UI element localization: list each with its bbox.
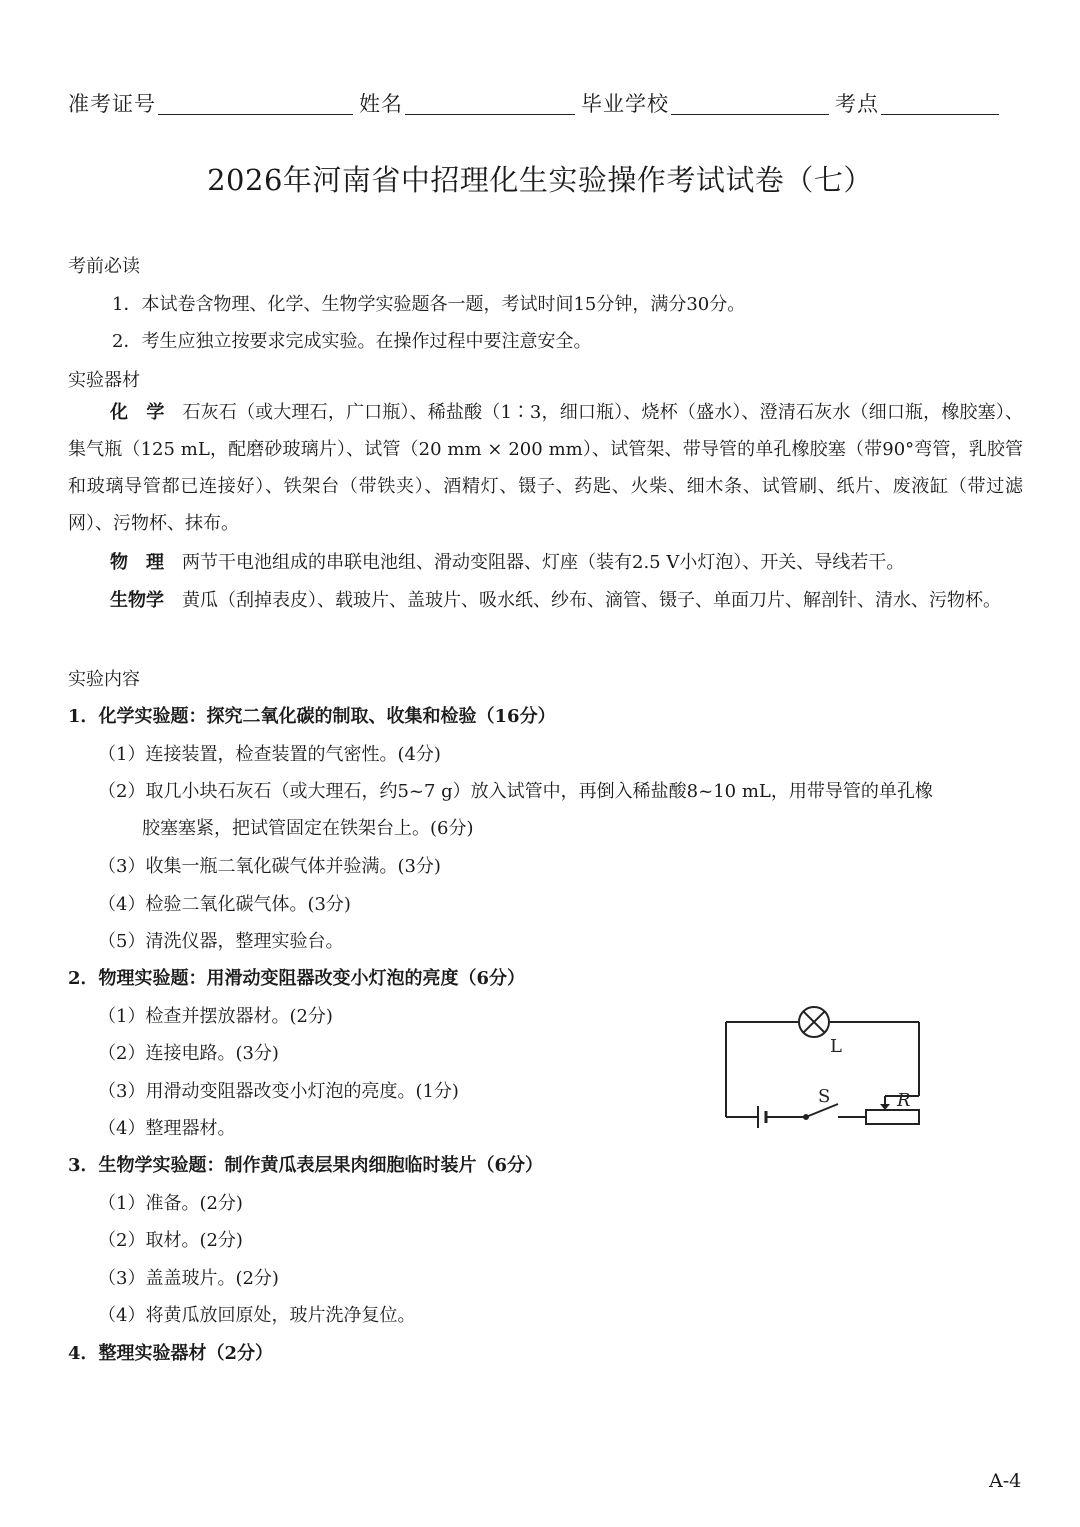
rheostat-icon [866, 1110, 919, 1124]
q1-step-5: （5）清洗仪器，整理实验台。 [98, 931, 344, 952]
content-heading: 实验内容 [68, 669, 140, 690]
circuit-diagram [718, 1000, 933, 1140]
physics-label: 物 理 [110, 552, 164, 573]
q1-step-1: （1）连接装置，检查装置的气密性。(4分) [98, 744, 441, 765]
biology-materials-text: 黄瓜（刮掉表皮）、载玻片、盖玻片、吸水纸、纱布、滴管、镊子、单面刀片、解剖针、清水、污物杯。 [182, 590, 1001, 611]
school-label: 毕业学校 [581, 92, 669, 116]
chemistry-materials [68, 394, 1023, 542]
q3-step-1: （1）准备。(2分) [98, 1193, 243, 1214]
q1-step-2: （2）取几小块石灰石（或大理石，约5~7 g）放入试管中，再倒入稀盐酸8~10 mL，用带导管的单孔橡 [98, 781, 933, 802]
q2-step-4: （4）整理器材。 [98, 1118, 236, 1139]
school-field[interactable] [671, 90, 829, 115]
notice-item-1: 1．本试卷含物理、化学、生物学实验题各一题，考试时间15分钟，满分30分。 [112, 294, 746, 315]
rheostat-label: R [897, 1090, 911, 1111]
q3-step-4: （4）将黄瓜放回原处，玻片洗净复位。 [98, 1305, 416, 1326]
notice-item-2: 2．考生应独立按要求完成实验。在操作过程中要注意安全。 [112, 331, 592, 352]
q2-step-3: （3）用滑动变阻器改变小灯泡的亮度。(1分) [98, 1081, 459, 1102]
q1-step-3: （3）收集一瓶二氧化碳气体并验满。(3分) [98, 856, 441, 877]
chemistry-materials-text: 石灰石（或大理石，广口瓶）、稀盐酸（1∶3，细口瓶）、烧杯（盛水）、澄清石灰水（细口瓶，橡胶塞）、集气瓶（125 mL，配磨砂玻璃片）、试管（20 mm × 200 mm）、试管架、带导管的单孔橡胶塞（带90°弯管，乳胶管和玻璃导管都已连接好）、铁架台（带铁夹）、酒精灯、镊子、药匙、火柴、细木条、试管刷、纸片、废液缸（带过滤网）、污物杯、抹布。 [68, 402, 1023, 534]
materials-heading: 实验器材 [68, 370, 140, 391]
q3-step-2: （2）取材。(2分) [98, 1230, 243, 1251]
q3-step-3: （3）盖盖玻片。(2分) [98, 1268, 279, 1289]
q1-step-4: （4）检验二氧化碳气体。(3分) [98, 894, 351, 915]
biology-materials [68, 582, 1023, 619]
q2-step-1: （1）检查并摆放器材。(2分) [98, 1006, 333, 1027]
question-1-title: 1．化学实验题：探究二氧化碳的制取、收集和检验（16分） [68, 706, 556, 727]
question-3-title: 3．生物学实验题：制作黄瓜表层果肉细胞临时装片（6分） [68, 1155, 544, 1176]
name-field[interactable] [405, 90, 575, 115]
venue-label: 考点 [835, 92, 879, 116]
q2-step-2: （2）连接电路。(3分) [98, 1043, 279, 1064]
chemistry-label: 化 学 [110, 402, 165, 423]
physics-materials-text: 两节干电池组成的串联电池组、滑动变阻器、灯座（装有2.5 V小灯泡）、开关、导线若干。 [182, 552, 905, 573]
question-4-title: 4．整理实验器材（2分） [68, 1343, 274, 1364]
exam-header [68, 86, 1023, 118]
exam-number-label: 准考证号 [68, 92, 156, 116]
lamp-label: L [830, 1036, 842, 1057]
switch-label: S [818, 1086, 831, 1107]
physics-materials [68, 544, 1023, 581]
notice-heading: 考前必读 [68, 256, 140, 277]
exam-number-field[interactable] [158, 90, 353, 115]
name-label: 姓名 [359, 92, 403, 116]
q1-step-2-cont: 胶塞塞紧，把试管固定在铁架台上。(6分) [142, 818, 474, 839]
page-title: 2026年河南省中招理化生实验操作考试试卷（七） [207, 163, 873, 197]
page-number: A-4 [989, 1470, 1022, 1492]
biology-label: 生物学 [110, 590, 164, 611]
venue-field[interactable] [881, 90, 999, 115]
question-2-title: 2．物理实验题：用滑动变阻器改变小灯泡的亮度（6分） [68, 968, 526, 989]
